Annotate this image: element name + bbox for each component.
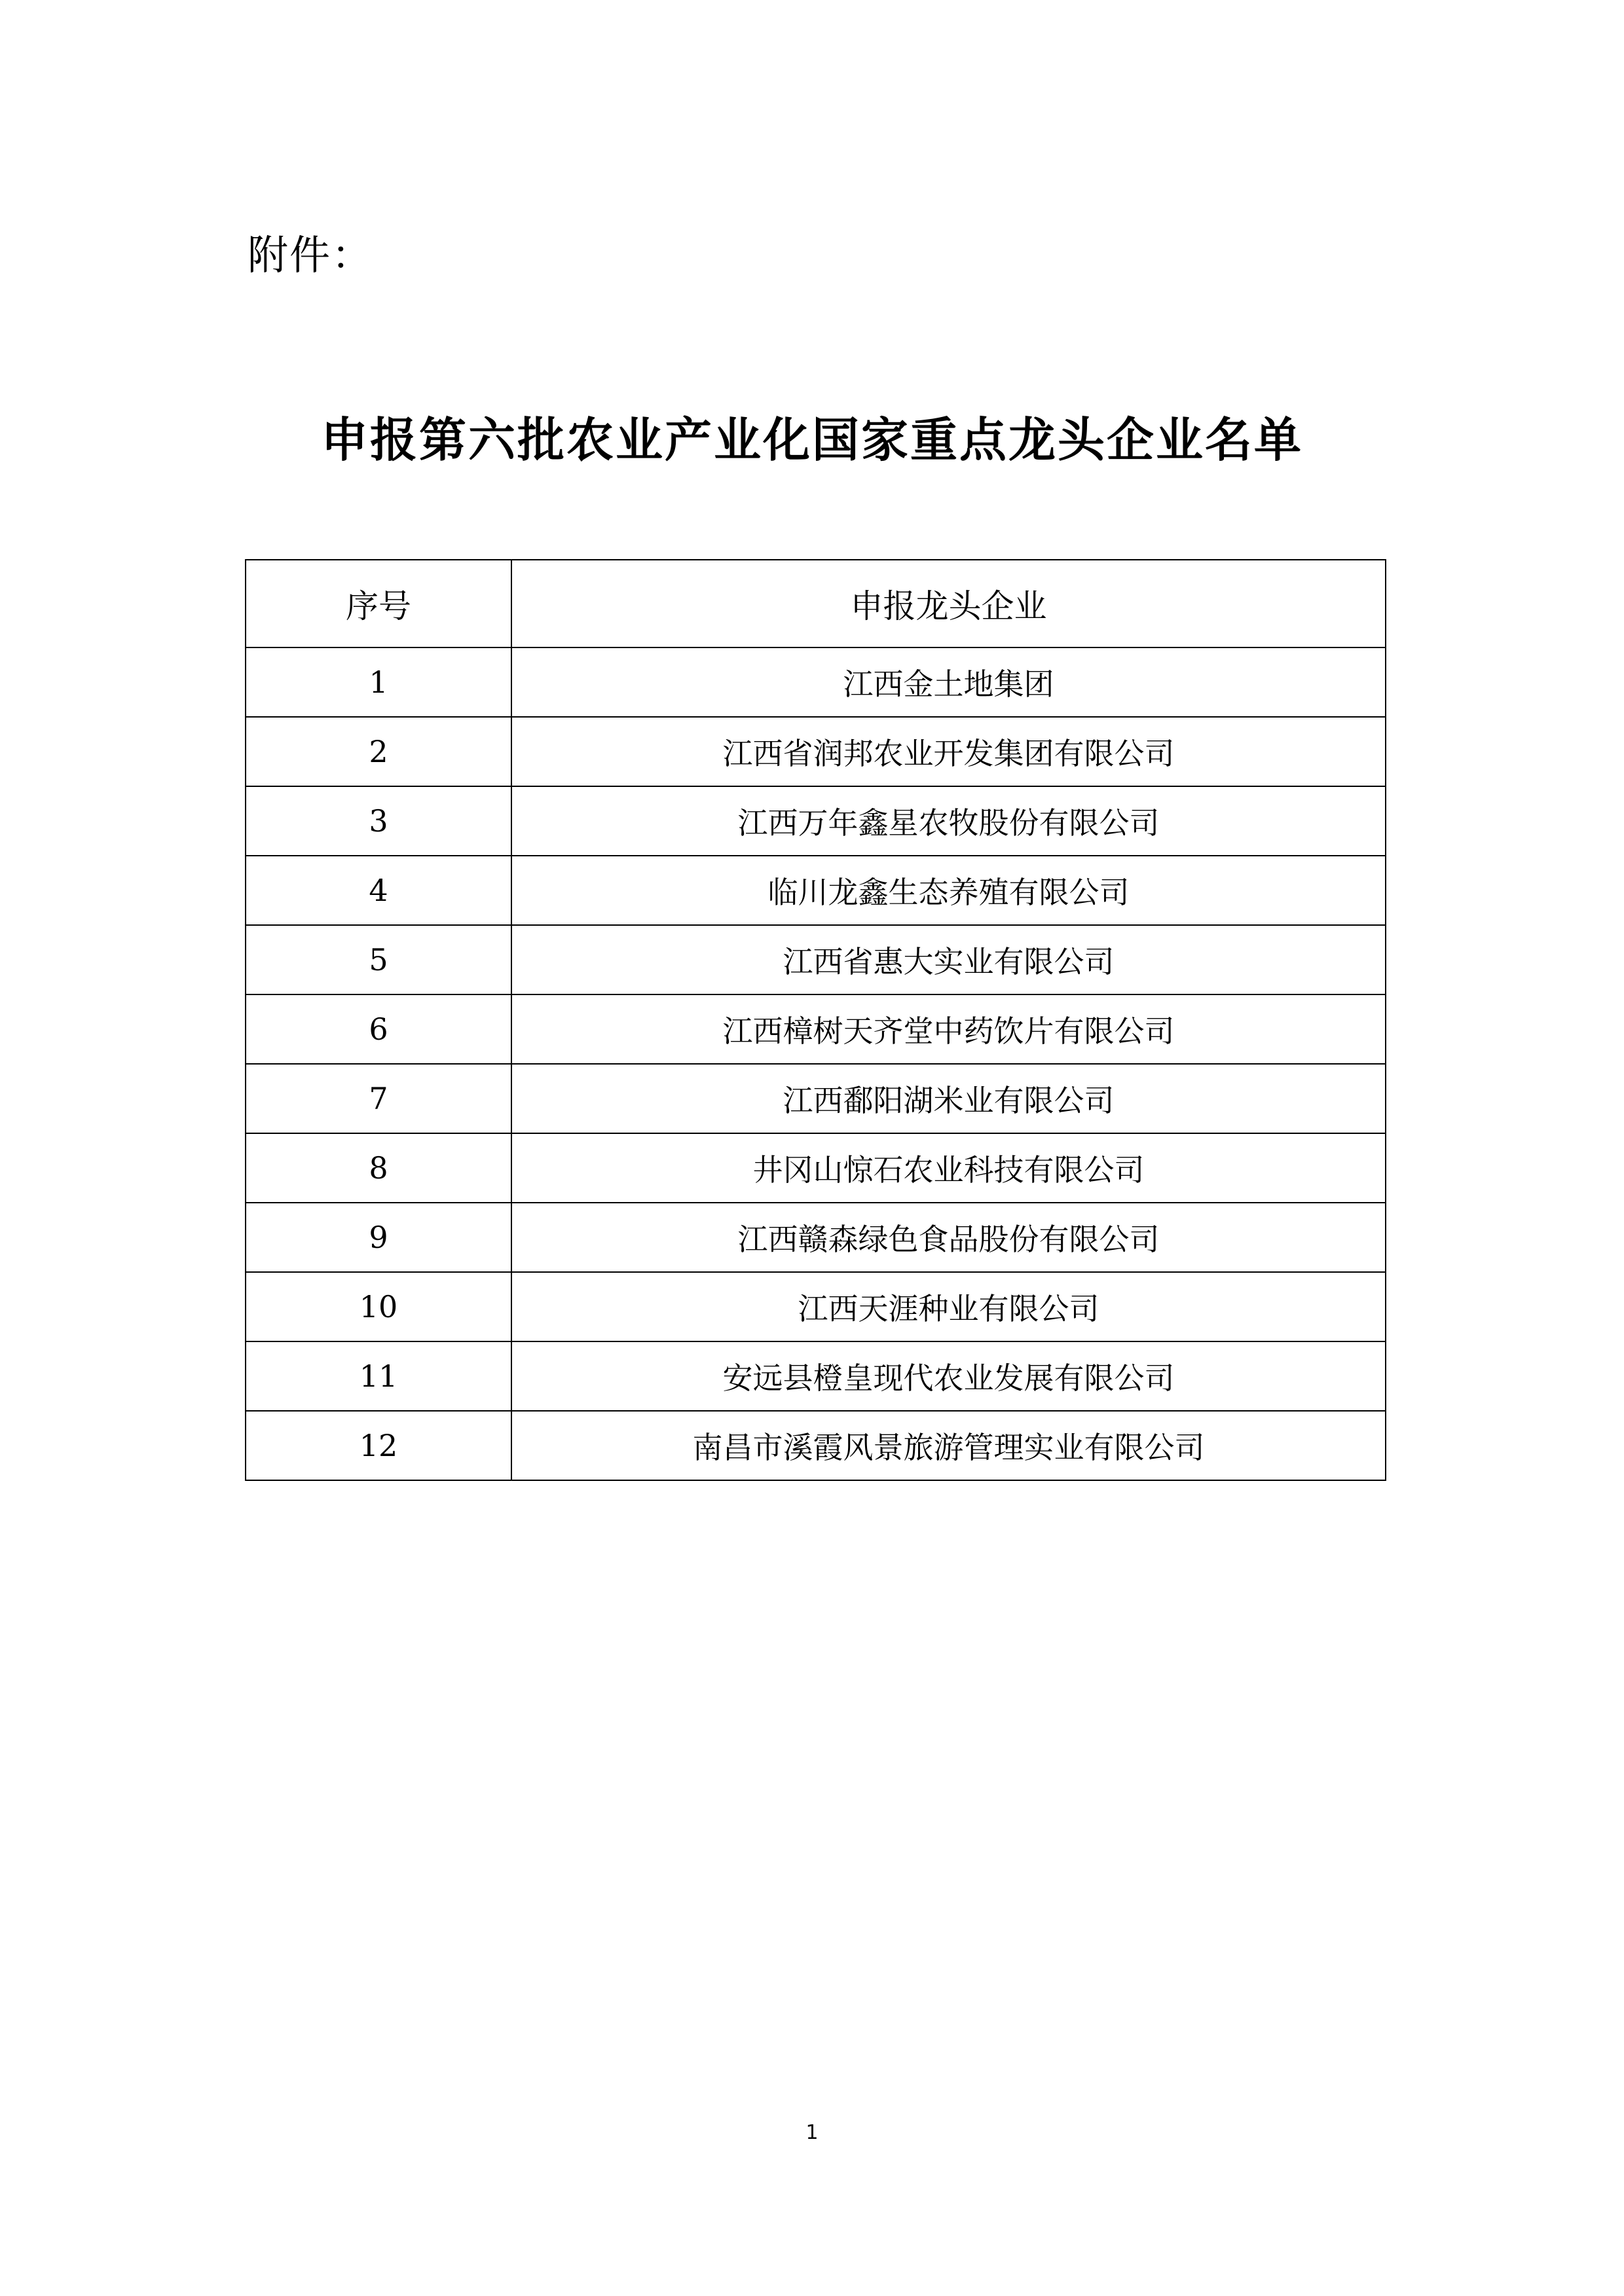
row-seq: 5 <box>246 925 511 994</box>
row-seq: 12 <box>246 1411 511 1480</box>
row-company: 江西省润邦农业开发集团有限公司 <box>511 717 1386 786</box>
row-company: 江西万年鑫星农牧股份有限公司 <box>511 786 1386 856</box>
header-seq: 序号 <box>246 560 511 647</box>
row-seq: 6 <box>246 994 511 1064</box>
table-row <box>246 1272 1386 1341</box>
table-row <box>246 647 1386 717</box>
table-row <box>246 1064 1386 1133</box>
table-header-row <box>246 560 1386 647</box>
table-row <box>246 925 1386 994</box>
table-row <box>246 994 1386 1064</box>
table-row <box>246 1341 1386 1411</box>
row-seq: 4 <box>246 856 511 925</box>
row-company: 安远县橙皇现代农业发展有限公司 <box>511 1341 1386 1411</box>
row-seq: 9 <box>246 1203 511 1272</box>
table-row <box>246 717 1386 786</box>
row-company: 江西天涯种业有限公司 <box>511 1272 1386 1341</box>
row-seq: 3 <box>246 786 511 856</box>
row-seq: 8 <box>246 1133 511 1203</box>
attachment-label: 附件： <box>248 231 374 279</box>
table-row <box>246 1203 1386 1272</box>
row-company: 江西赣森绿色食品股份有限公司 <box>511 1203 1386 1272</box>
row-seq: 10 <box>246 1272 511 1341</box>
table-row <box>246 856 1386 925</box>
header-company: 申报龙头企业 <box>511 560 1386 647</box>
row-company: 井冈山惊石农业科技有限公司 <box>511 1133 1386 1203</box>
table-row <box>246 1411 1386 1480</box>
table-row <box>246 1133 1386 1203</box>
document-title: 申报第六批农业产业化国家重点龙头企业名单 <box>320 412 1303 467</box>
row-company: 江西樟树天齐堂中药饮片有限公司 <box>511 994 1386 1064</box>
row-seq: 11 <box>246 1341 511 1411</box>
row-company: 江西省惠大实业有限公司 <box>511 925 1386 994</box>
page-number: 1 <box>805 2121 819 2144</box>
row-company: 江西金土地集团 <box>511 647 1386 717</box>
row-company: 临川龙鑫生态养殖有限公司 <box>511 856 1386 925</box>
row-company: 南昌市溪霞风景旅游管理实业有限公司 <box>511 1411 1386 1480</box>
table-row <box>246 786 1386 856</box>
row-seq: 1 <box>246 647 511 717</box>
row-seq: 2 <box>246 717 511 786</box>
row-seq: 7 <box>246 1064 511 1133</box>
row-company: 江西鄱阳湖米业有限公司 <box>511 1064 1386 1133</box>
company-table <box>245 559 1386 1481</box>
